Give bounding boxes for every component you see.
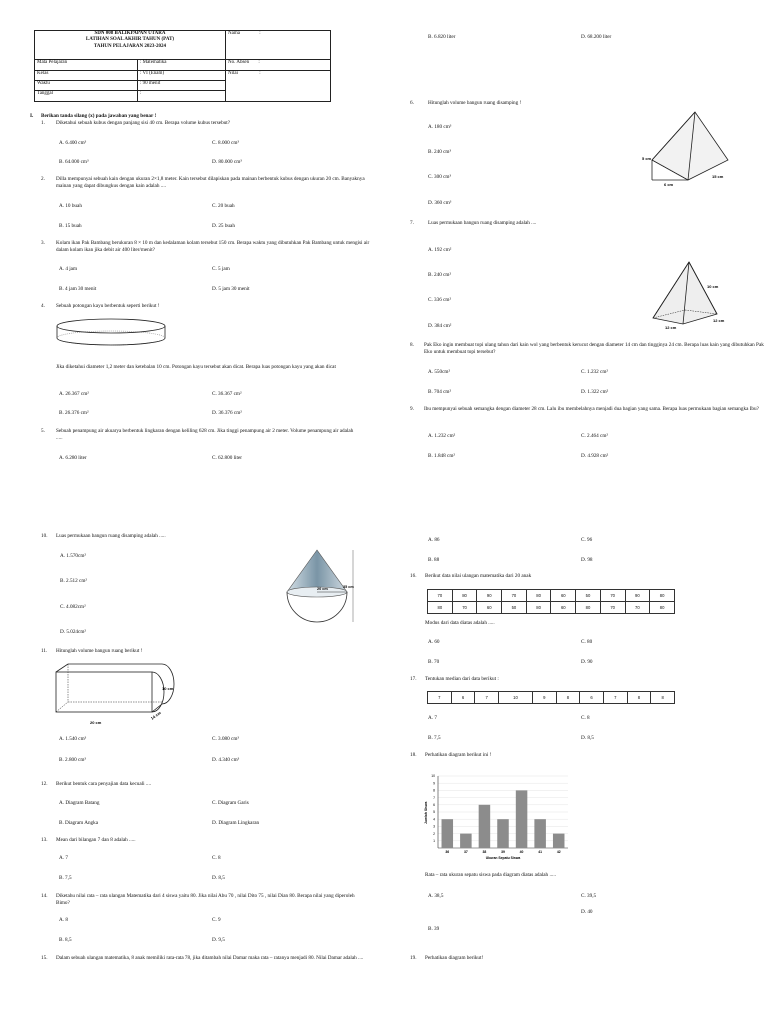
class-value: : VI (Enam) bbox=[138, 71, 226, 81]
chart-x-axis-label: Ukuran Sepatu Siswa bbox=[485, 856, 521, 860]
q2-option-b[interactable]: B. 15 buah bbox=[59, 223, 82, 229]
q11-text: Hitunglah volume bangun ruang berikut ! bbox=[56, 648, 143, 654]
q3-option-b[interactable]: B. 4 jam 30 menit bbox=[59, 286, 97, 292]
chart-x-tick-label: 41 bbox=[538, 850, 543, 854]
q12-option-d[interactable]: D. Diagram Lingkaran bbox=[212, 820, 260, 826]
q18-option-a[interactable]: A. 38,5 bbox=[428, 893, 444, 899]
exam-title: LATIHAN SOAL AKHIR TAHUN (PAT) bbox=[85, 37, 175, 43]
q9-number: 9. bbox=[410, 406, 414, 412]
q17-option-b[interactable]: B. 7,5 bbox=[428, 735, 441, 741]
q6-option-c[interactable]: C. 300 cm³ bbox=[428, 174, 452, 180]
absen-label: No. Absen bbox=[228, 60, 250, 65]
q10-option-b[interactable]: B. 2.512 cm² bbox=[60, 578, 87, 584]
date-label: Tanggal bbox=[35, 91, 138, 102]
q18-option-d[interactable]: D. 40 bbox=[581, 909, 593, 915]
q6-label-2: 6 cm bbox=[664, 182, 674, 187]
q8-option-b[interactable]: B. 704 cm² bbox=[428, 389, 452, 395]
table-cell: 80 bbox=[428, 602, 453, 614]
q16-text-2: Modus dari data diatas adalah ..... bbox=[425, 620, 495, 626]
q15-number: 15. bbox=[41, 955, 48, 961]
chart-y-tick-label: 1 bbox=[433, 839, 435, 843]
table-row bbox=[428, 692, 675, 704]
q11-option-a[interactable]: A. 1.540 cm³ bbox=[59, 736, 87, 742]
q1-option-d[interactable]: D. 80.000 cm³ bbox=[212, 159, 242, 165]
table-cell: 90 bbox=[625, 590, 650, 602]
table-row bbox=[428, 590, 675, 602]
table-cell: 80 bbox=[452, 590, 477, 602]
time-value: : 90 menit bbox=[138, 81, 226, 91]
chart-bar bbox=[553, 834, 565, 848]
q2-option-d[interactable]: D. 25 buah bbox=[212, 223, 235, 229]
section-number: I. bbox=[30, 113, 34, 119]
q13-number: 13. bbox=[41, 837, 48, 843]
q14-option-b[interactable]: B. 8,5 bbox=[59, 937, 72, 943]
q1-option-c[interactable]: C. 8.000 cm³ bbox=[212, 140, 239, 146]
q4-option-d[interactable]: D. 36.376 cm² bbox=[212, 410, 242, 416]
q8-option-c[interactable]: C. 1.232 cm² bbox=[581, 369, 608, 375]
header-table bbox=[34, 30, 331, 102]
table-cell: 60 bbox=[551, 602, 576, 614]
chart-x-tick-label: 40 bbox=[519, 850, 524, 854]
q10-label-1: 20 cm bbox=[317, 587, 328, 591]
table-cell: 80 bbox=[526, 602, 551, 614]
section-title: Berikan tanda silang (x) pada jawaban yang benar ! bbox=[41, 113, 157, 119]
chart-bar bbox=[460, 834, 472, 848]
q14-number: 14. bbox=[41, 893, 48, 899]
cone-hemisphere-figure bbox=[283, 548, 363, 643]
q7-option-c[interactable]: C. 336 cm² bbox=[428, 297, 452, 303]
chart-x-tick-label: 42 bbox=[556, 850, 561, 854]
time-label: Waktu bbox=[35, 81, 138, 91]
q12-option-c[interactable]: C. Diagram Garis bbox=[212, 800, 249, 806]
q10-option-c[interactable]: C. 4.082cm² bbox=[60, 604, 86, 610]
shoe-size-bar-chart bbox=[420, 768, 580, 864]
table-cell: 80 bbox=[650, 590, 675, 602]
q5-option-d[interactable]: D. 68.200 liter bbox=[581, 34, 612, 40]
q9-option-d[interactable]: D. 4.928 cm² bbox=[581, 453, 609, 459]
q4-option-a[interactable]: A. 26.367 cm² bbox=[59, 391, 89, 397]
table-cell: 70 bbox=[428, 590, 453, 602]
q5-number: 5. bbox=[41, 428, 45, 434]
score-colon: : bbox=[259, 71, 261, 76]
chart-x-tick-label: 37 bbox=[463, 850, 468, 854]
q18-option-c[interactable]: C. 39,5 bbox=[581, 893, 597, 899]
q4-option-c[interactable]: C. 36.367 cm² bbox=[212, 391, 242, 397]
q3-text: Kolam ikan Pak Bambang berukuran 8 × 10 m dan kedalaman kolam tersebut 150 cm. Berapa waktu yang dibutuhkan Pak Bambang untuk mengisi air dalam kolam ikan jika debit air 400 liter/menit? bbox=[56, 240, 370, 254]
q11-number: 11. bbox=[41, 648, 48, 654]
chart-bar bbox=[534, 819, 546, 848]
q11-label-1: 10 cm bbox=[162, 686, 174, 691]
q13-option-d[interactable]: D. 8,5 bbox=[212, 875, 225, 881]
q6-label-3: 15 cm bbox=[712, 174, 724, 179]
name-colon: : bbox=[259, 31, 261, 36]
chart-bar bbox=[479, 805, 491, 848]
q16-option-c[interactable]: C. 80 bbox=[581, 639, 593, 645]
q5-text: Sebuah penampung air akuarya berbentuk lingkaran dengan keliling 628 cm. Jika tinggi penampung air 2 meter. Volume penampung air adalah ..... bbox=[56, 428, 354, 442]
q14-option-a[interactable]: A. 8 bbox=[59, 917, 68, 923]
q18-number: 18. bbox=[410, 752, 417, 758]
q15-text: Dalam sebuah ulangan matematika, 8 anak memiliki rata-rata 78, jika ditambah nilai Damar maka rata – ratanya menjadi 80. Nilai Damar adalah .... bbox=[56, 955, 364, 961]
q18-option-b[interactable]: B. 39 bbox=[428, 926, 440, 932]
table-cell: 8 bbox=[627, 692, 651, 704]
q1-text: Diketahui sebuah kubus dengan panjang sisi 40 cm. Berapa volume kubus tersebut? bbox=[56, 120, 231, 126]
q9-option-c[interactable]: C. 2.464 cm² bbox=[581, 433, 608, 439]
q8-option-d[interactable]: D. 1.322 cm² bbox=[581, 389, 609, 395]
q8-option-a[interactable]: A. 550cm² bbox=[428, 369, 451, 375]
q16-option-b[interactable]: B. 70 bbox=[428, 659, 440, 665]
q13-option-c[interactable]: C. 8 bbox=[212, 855, 221, 861]
q14-option-c[interactable]: C. 9 bbox=[212, 917, 221, 923]
chart-y-tick-label: 5 bbox=[433, 810, 435, 815]
school-year: TAHUN PELAJARAN 2023-2024 bbox=[93, 43, 167, 49]
q16-number: 16. bbox=[410, 573, 417, 579]
chart-bar bbox=[442, 819, 454, 848]
q7-option-a[interactable]: A. 192 cm² bbox=[428, 247, 452, 253]
table-cell: 70 bbox=[452, 602, 477, 614]
subject-label: Mata Pelajaran bbox=[35, 60, 138, 71]
table-cell: 80 bbox=[650, 602, 675, 614]
table-cell: 7 bbox=[603, 692, 627, 704]
q4-text: Sebuah potongan kayu berbentuk seperti berikut ! bbox=[56, 303, 160, 309]
name-label: Nama bbox=[228, 31, 240, 36]
q2-option-c[interactable]: C. 20 buah bbox=[212, 203, 235, 209]
q15-option-b[interactable]: B. 88 bbox=[428, 557, 440, 563]
q4-option-b[interactable]: B. 26.376 cm² bbox=[59, 410, 89, 416]
q3-option-d[interactable]: D. 5 jam 30 menit bbox=[212, 286, 250, 292]
q6-option-b[interactable]: B. 240 cm³ bbox=[428, 149, 452, 155]
q7-number: 7. bbox=[410, 220, 414, 226]
q19-number: 19. bbox=[410, 955, 417, 961]
table-cell: 8 bbox=[651, 692, 675, 704]
q13-text: Mean dari bilangan 7 dan 8 adalah ..... bbox=[56, 837, 136, 843]
table-cell: 70 bbox=[600, 590, 625, 602]
q7-text: Luas permukaan bangun ruang disamping adalah .... bbox=[428, 220, 537, 226]
q12-option-b[interactable]: B. Diagram Angka bbox=[59, 820, 99, 826]
chart-y-tick-label: 10 bbox=[431, 774, 435, 779]
q5-option-b[interactable]: B. 6.820 liter bbox=[428, 34, 456, 40]
score-label: Nilai bbox=[228, 71, 238, 76]
table-cell: 60 bbox=[477, 602, 502, 614]
q15-option-d[interactable]: D. 98 bbox=[581, 557, 593, 563]
q17-number: 17. bbox=[410, 676, 417, 682]
chart-y-tick-label: 6 bbox=[433, 803, 435, 807]
q12-number: 12. bbox=[41, 781, 48, 787]
chart-y-tick-label: 2 bbox=[433, 831, 435, 836]
subject-value: : Matematika bbox=[138, 60, 226, 71]
chart-y-tick-label: 4 bbox=[433, 817, 435, 822]
q7-label-3: 12 cm bbox=[713, 318, 725, 323]
q16-text: Berikut data nilai ulangan matematika dari 20 anak bbox=[425, 573, 532, 579]
q16-data-table bbox=[427, 589, 675, 614]
q19-text: Perhatikan diagram berikut! bbox=[425, 955, 484, 961]
table-cell: 80 bbox=[526, 590, 551, 602]
q18-text-2: Rata – rata ukuran sepatu siswa pada diagram diatas adalah ..... bbox=[425, 872, 556, 878]
q17-text: Tentukan median dari data berikut : bbox=[425, 676, 499, 682]
chart-y-axis-label: Jumlah Siswa bbox=[424, 801, 428, 824]
q10-label-2: 35 cm bbox=[343, 585, 354, 589]
q10-option-a[interactable]: A. 1.570cm² bbox=[60, 553, 86, 559]
q3-option-c[interactable]: C. 5 jam bbox=[212, 266, 230, 272]
q17-option-c[interactable]: C. 8 bbox=[581, 715, 590, 721]
q10-number: 10. bbox=[41, 533, 48, 539]
table-cell: 6 bbox=[451, 692, 475, 704]
chart-y-tick-label: 8 bbox=[433, 788, 435, 793]
chart-bar bbox=[516, 790, 528, 848]
q15-option-c[interactable]: C. 96 bbox=[581, 537, 593, 543]
q14-option-d[interactable]: D. 9,5 bbox=[212, 937, 225, 943]
chart-y-tick-label: 9 bbox=[433, 781, 435, 786]
table-cell: 80 bbox=[576, 602, 601, 614]
q13-option-b[interactable]: B. 7,5 bbox=[59, 875, 72, 881]
wood-disc-figure bbox=[54, 316, 168, 352]
q3-option-a[interactable]: A. 4 jam bbox=[59, 266, 78, 272]
q1-number: 1. bbox=[41, 120, 45, 126]
q10-option-d[interactable]: D. 5.024cm² bbox=[60, 629, 86, 635]
chart-x-tick-label: 38 bbox=[482, 850, 487, 854]
table-cell: 50 bbox=[502, 602, 527, 614]
q10-text: Luas permukaan bangun ruang disamping adalah ..... bbox=[56, 533, 166, 539]
absen-colon: : bbox=[258, 60, 260, 65]
q1-option-b[interactable]: B. 64.000 cm³ bbox=[59, 159, 89, 165]
table-row bbox=[428, 602, 675, 614]
table-cell: 7 bbox=[475, 692, 499, 704]
chart-y-tick-label: 7 bbox=[433, 795, 435, 800]
q11-label-3: 14 cm bbox=[149, 710, 162, 721]
q8-number: 8. bbox=[410, 342, 414, 348]
q2-text: Dilla mempunyai sebuah kain dengan ukuran 2×1,8 meter. Kain tersebut dilapiskan pada mainan berbentuk kubus dengan ukuran 20 cm. Banyaknya mainan yang dapat dibungkus dengan kain adalah .... bbox=[56, 176, 365, 190]
q7-label-2: 12 cm bbox=[665, 325, 677, 330]
table-cell: 50 bbox=[576, 590, 601, 602]
chart-x-tick-label: 36 bbox=[445, 850, 450, 854]
q11-option-d[interactable]: D. 4.340 cm³ bbox=[212, 757, 240, 763]
q4-number: 4. bbox=[41, 303, 45, 309]
q7-option-b[interactable]: B. 240 cm² bbox=[428, 272, 452, 278]
q6-text: Hitunglah volume bangun ruang disamping ! bbox=[428, 100, 522, 106]
q9-option-b[interactable]: B. 1.848 cm² bbox=[428, 453, 455, 459]
q1-option-a[interactable]: A. 6.400 cm³ bbox=[59, 140, 87, 146]
q12-option-a[interactable]: A. Diagram Batang bbox=[59, 800, 100, 806]
q7-option-d[interactable]: D. 384 cm² bbox=[428, 323, 452, 329]
q16-option-a[interactable]: A. 60 bbox=[428, 639, 440, 645]
table-cell: 60 bbox=[551, 590, 576, 602]
q9-text: Ibu mempunyai sebuah semangka dengan diameter 28 cm. Lalu ibu membelahnya menjadi dua bagian yang sama. Berapa luas permukaan bagian semangka Ibu? bbox=[424, 406, 759, 412]
q5-option-c[interactable]: C. 62.800 liter bbox=[212, 455, 242, 461]
table-cell: 70 bbox=[625, 602, 650, 614]
half-cylinder-box-figure bbox=[54, 662, 184, 728]
chart-x-tick-label: 39 bbox=[501, 850, 505, 854]
date-value: : bbox=[138, 91, 226, 102]
q16-option-d[interactable]: D. 90 bbox=[581, 659, 593, 665]
class-label: Kelas bbox=[35, 71, 138, 81]
table-cell: 70 bbox=[502, 590, 527, 602]
table-cell: 9 bbox=[532, 692, 556, 704]
q18-text: Perhatikan diagram berikut ini ! bbox=[425, 752, 492, 758]
q13-option-a[interactable]: A. 7 bbox=[59, 855, 68, 861]
q7-label-1: 10 cm bbox=[707, 284, 719, 289]
q2-option-a[interactable]: A. 10 buah bbox=[59, 203, 82, 209]
table-cell: 7 bbox=[428, 692, 452, 704]
pyramid-figure bbox=[645, 258, 735, 330]
table-cell: 8 bbox=[556, 692, 580, 704]
q6-number: 6. bbox=[410, 100, 414, 106]
q11-option-c[interactable]: C. 3.080 cm³ bbox=[212, 736, 239, 742]
q9-option-a[interactable]: A. 1.232 cm² bbox=[428, 433, 456, 439]
table-cell: 10 bbox=[498, 692, 532, 704]
chart-y-tick-label: 3 bbox=[433, 824, 435, 829]
q5-option-a[interactable]: A. 6.280 liter bbox=[59, 455, 87, 461]
q6-option-a[interactable]: A. 180 cm³ bbox=[428, 124, 452, 130]
q2-number: 2. bbox=[41, 176, 45, 182]
school-name: SDN 008 BALIKPAPAN UTARA bbox=[94, 31, 166, 36]
q17-data-table bbox=[427, 691, 675, 704]
table-cell: 70 bbox=[600, 602, 625, 614]
q11-label-2: 20 cm bbox=[90, 720, 102, 725]
q3-number: 3. bbox=[41, 240, 45, 246]
q17-option-d[interactable]: D. 8,5 bbox=[581, 735, 594, 741]
prism-figure bbox=[640, 108, 740, 188]
table-cell: 90 bbox=[477, 590, 502, 602]
q15-option-a[interactable]: A. 86 bbox=[428, 537, 440, 543]
table-cell: 6 bbox=[580, 692, 604, 704]
q4-text-2: Jika diketahui diameter 1,2 meter dan ketebalan 10 cm. Potongan kayu tersebut akan dicat. Berapa luas potongan kayu yang akan dicat bbox=[56, 364, 336, 370]
q14-text: Diketahu nilai rata – rata ulangan Matematika dari 4 siswa yaitu 80. Jika nilai Abu 70 , nilai Dito 75 , nilai Dian 80. Berapa nilai yang diperoleh Bimo? bbox=[56, 893, 355, 907]
chart-bar bbox=[497, 819, 509, 848]
q12-text: Berikut bentuk cara penyajian data kecuali .... bbox=[56, 781, 152, 787]
q6-option-d[interactable]: D. 360 cm³ bbox=[428, 200, 452, 206]
q6-label-1: 5 cm bbox=[642, 156, 652, 161]
q8-text: Pak Eko ingin membuat topi ulang tahun dari kain wol yang berbentuk kerucut dengan diameter 14 cm dan tingginya 24 cm. Berapa luas kain yang dibutuhkan Pak Eko untuk membuat topi tersebut? bbox=[424, 342, 764, 356]
q17-option-a[interactable]: A. 7 bbox=[428, 715, 437, 721]
q11-option-b[interactable]: B. 2.800 cm³ bbox=[59, 757, 86, 763]
